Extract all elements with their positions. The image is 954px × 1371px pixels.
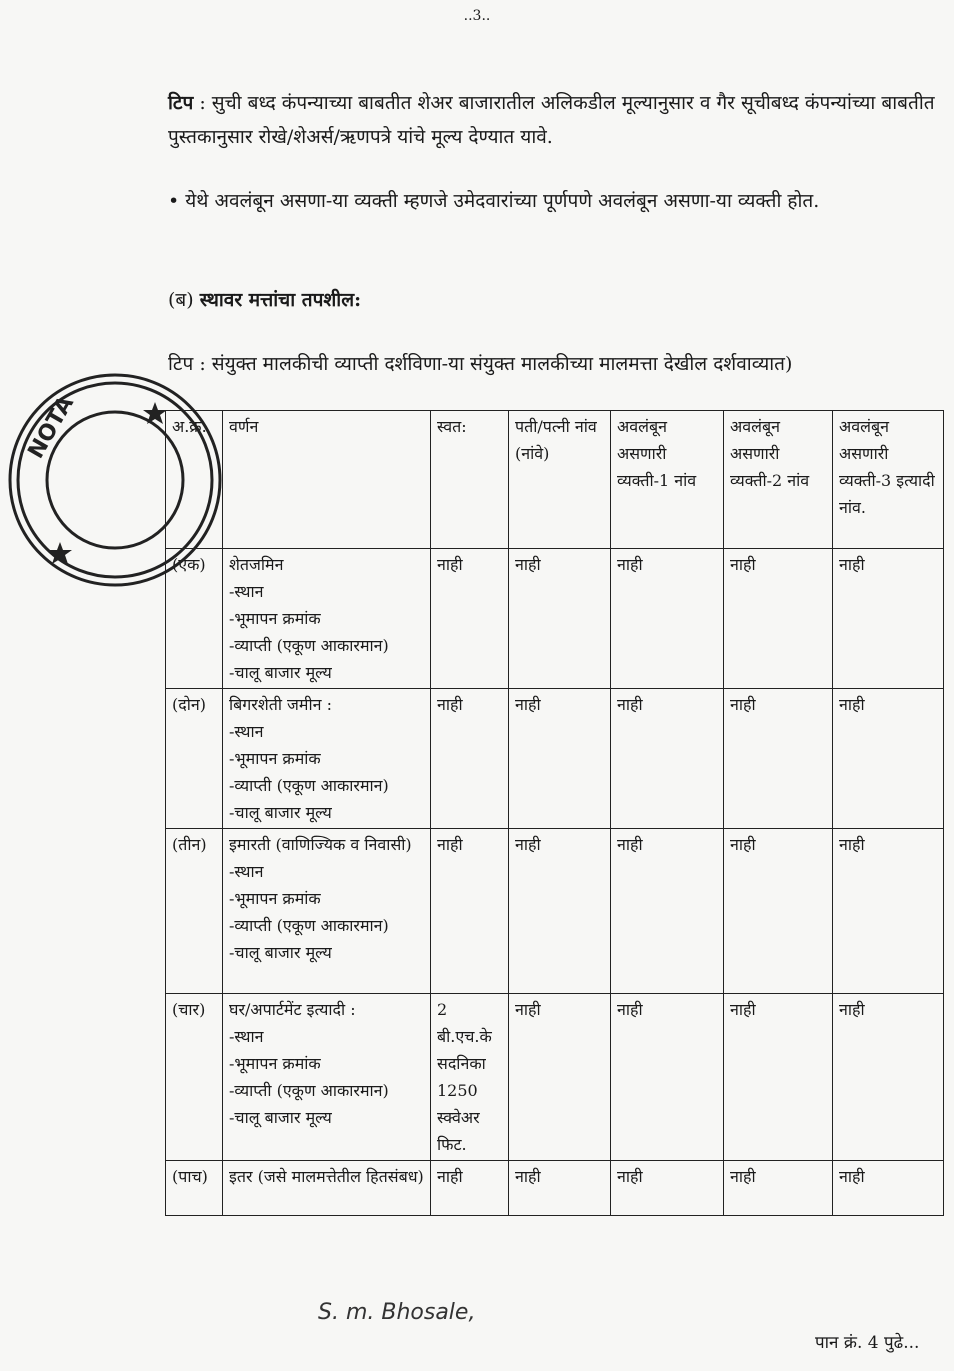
description-line: -भूमापन क्रमांक (229, 749, 321, 768)
row-description (223, 1161, 431, 1216)
value-cell: नाही (611, 829, 724, 994)
value-cell: नाही (833, 1161, 944, 1216)
value-cell: नाही (509, 1161, 611, 1216)
table-header-row (166, 411, 944, 549)
table-row (166, 549, 944, 689)
description-line: -व्याप्ती (एकूण आकारमान) (229, 636, 389, 655)
dependent-note: • येथे अवलंबून असणा-या व्यक्ती म्हणजे उमेदवारांच्या पूर्णपणे अवलंबून असणा-या व्यक्ती होत. (168, 190, 820, 212)
stamp-star-icon (143, 402, 167, 424)
description-line: -व्याप्ती (एकूण आकारमान) (229, 1081, 389, 1100)
value-cell: नाही (431, 829, 509, 994)
value-cell: नाही (833, 994, 944, 1161)
description-line: घर/अपार्टमेंट इत्यादी : (229, 1000, 356, 1019)
row-number: (पाच) (166, 1161, 223, 1216)
description-line: -स्थान (229, 722, 264, 741)
value-cell: नाही (724, 829, 833, 994)
description-line: -स्थान (229, 862, 264, 881)
note-text: : सुची बध्द कंपन्याच्या बाबतीत शेअर बाजारातील अलिकडील मूल्यानुसार व गैर सूचीबध्द कंपन्यांच्या बाबतीत पुस्तकानुसार रोखे/शेअर्स/ऋणपत्रे यांचे मूल्य देण्यात यावे. (168, 92, 935, 148)
value-cell: नाही (611, 1161, 724, 1216)
description-line: -चालू बाजार मूल्य (229, 1108, 332, 1127)
description-line: -व्याप्ती (एकूण आकारमान) (229, 776, 389, 795)
immovable-assets-table (165, 410, 944, 1216)
value-cell: नाही (431, 689, 509, 829)
description-line: -भूमापन क्रमांक (229, 609, 321, 628)
description-line: -चालू बाजार मूल्य (229, 943, 332, 962)
section-prefix: (ब) (168, 289, 194, 311)
column-header: पती/पत्नी नांव (नांवे) (509, 411, 611, 549)
page-number: ..3.. (463, 8, 491, 24)
row-number: (एक) (166, 549, 223, 689)
description-line: शेतजमिन (229, 555, 284, 574)
page-continuation: पान क्रं. 4 पुढे... (815, 1333, 920, 1353)
table-row (166, 994, 944, 1161)
description-line: -चालू बाजार मूल्य (229, 803, 332, 822)
description-line: -स्थान (229, 1027, 264, 1046)
stamp-star-icon (48, 542, 72, 564)
description-line: -भूमापन क्रमांक (229, 1054, 321, 1073)
table-row (166, 829, 944, 994)
value-cell: नाही (509, 549, 611, 689)
value-cell: नाही (724, 994, 833, 1161)
value-cell: नाही (431, 549, 509, 689)
section-heading (168, 283, 943, 317)
value-cell: नाही (611, 689, 724, 829)
table-row (166, 689, 944, 829)
value-cell: नाही (611, 994, 724, 1161)
value-cell: नाही (509, 689, 611, 829)
description-line: इमारती (वाणिज्यिक व निवासी) (229, 835, 412, 854)
row-number: (तीन) (166, 829, 223, 994)
value-cell: नाही (509, 994, 611, 1161)
value-cell: नाही (833, 689, 944, 829)
page-body (168, 86, 943, 1216)
description-line: बिगरशेती जमीन : (229, 695, 333, 714)
value-cell: नाही (509, 829, 611, 994)
joint-ownership-note: टिप : संयुक्त मालकीची व्याप्ती दर्शविणा-या संयुक्त मालकीच्या मालमत्ता देखील दर्शवाव्यात) (168, 353, 793, 375)
row-description (223, 549, 431, 689)
column-header: अवलंबून असणारी व्यक्ती-2 नांव (724, 411, 833, 549)
value-cell: नाही (833, 549, 944, 689)
signature: S. m. Bhosale, (318, 1300, 476, 1325)
row-number: (दोन) (166, 689, 223, 829)
column-header: अ.क्र. (166, 411, 223, 549)
value-cell: नाही (833, 829, 944, 994)
description-line: -चालू बाजार मूल्य (229, 663, 332, 682)
value-cell: नाही (724, 549, 833, 689)
value-cell: नाही (611, 549, 724, 689)
description-line: -भूमापन क्रमांक (229, 889, 321, 908)
column-header: स्वत: (431, 411, 509, 549)
value-cell: नाही (724, 1161, 833, 1216)
svg-text:NOTA: NOTA (23, 392, 79, 463)
row-number: (चार) (166, 994, 223, 1161)
column-header: वर्णन (223, 411, 431, 549)
column-header: अवलंबून असणारी व्यक्ती-1 नांव (611, 411, 724, 549)
description-line: -व्याप्ती (एकूण आकारमान) (229, 916, 389, 935)
row-description (223, 689, 431, 829)
row-description (223, 994, 431, 1161)
description-line: इतर (जसे मालमत्तेतील हितसंबध) (229, 1167, 424, 1186)
value-cell: नाही (724, 689, 833, 829)
description-line: -स्थान (229, 582, 264, 601)
value-cell: 2 बी.एच.के सदनिका 1250 स्क्वेअर फिट. (431, 994, 509, 1161)
table-row (166, 1161, 944, 1216)
note-listed-companies (168, 86, 943, 154)
row-description (223, 829, 431, 994)
column-header: अवलंबून असणारी व्यक्ती-3 इत्यादी नांव. (833, 411, 944, 549)
section-title: स्थावर मत्तांचा तपशील: (199, 289, 362, 311)
value-cell: नाही (431, 1161, 509, 1216)
note-label: टिप (168, 92, 194, 114)
